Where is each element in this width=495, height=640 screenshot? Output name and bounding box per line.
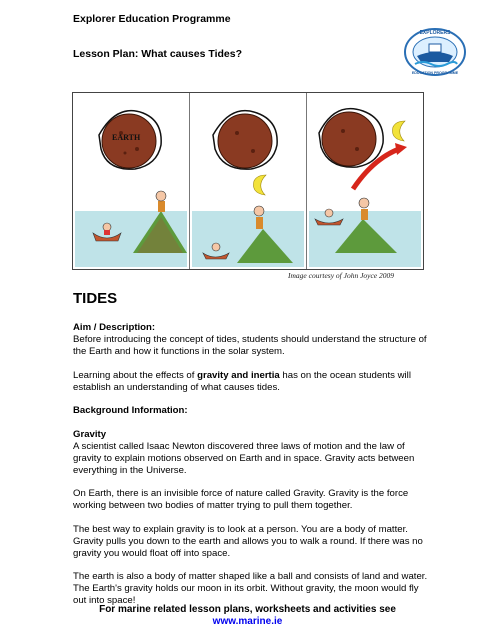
gravity-paragraph-3: The best way to explain gravity is to look at a person. You are a body of matter. Gravity pulls you down to the earth and allows you to walk a round. If there was no gravity you would float off into space. (73, 524, 423, 559)
logo-bottom-text: EDUCATION PROGRAMME (411, 71, 459, 75)
aim-heading: Aim / Description: (73, 322, 156, 333)
tides-illustration (72, 92, 424, 270)
footer-link[interactable]: www.marine.ie (212, 616, 283, 627)
page-title: TIDES (73, 290, 118, 307)
header-lesson-title: Lesson Plan: What causes Tides? (73, 48, 243, 60)
gravity-paragraph-4: The earth is also a body of matter shaped like a ball and consists of land and water. The Earth's gravity holds our moon in its orbit. Without gravity, the moon would fly out into space! (73, 571, 428, 606)
aim-p2-bold: gravity and inertia (197, 370, 280, 381)
logo-top-text: EXPLORERS (419, 30, 451, 36)
background-heading: Background Information: (73, 405, 188, 416)
aim-p2-before: Learning about the effects of (73, 370, 198, 381)
gravity-paragraph-2: On Earth, there is an invisible force of nature called Gravity. Gravity is the force working between two bodies of matter trying to pull them together. (73, 488, 409, 511)
footer-text: For marine related lesson plans, worksheets and activities see (99, 604, 396, 615)
explorers-logo (403, 26, 467, 78)
footer-link-wrap (0, 616, 495, 627)
aim-paragraph-1: Before introducing the concept of tides, students should understand the structure of the Earth and how it functions in the solar system. (73, 334, 427, 357)
earth-label: EARTH (112, 133, 141, 142)
aim-paragraph-2 (73, 370, 433, 394)
gravity-heading: Gravity (73, 429, 107, 440)
aim-p2-after: has on the ocean students will establish an understanding of what causes tides. (73, 370, 411, 393)
gravity-paragraph-1: A scientist called Isaac Newton discovered three laws of motion and the law of gravity to explain motions observed on Earth and in space. Gravity acts between everything in the Universe. (73, 441, 415, 476)
figure-caption: Image courtesy of John Joyce 2009 (288, 271, 395, 280)
header-programme: Explorer Education Programme (73, 13, 231, 25)
